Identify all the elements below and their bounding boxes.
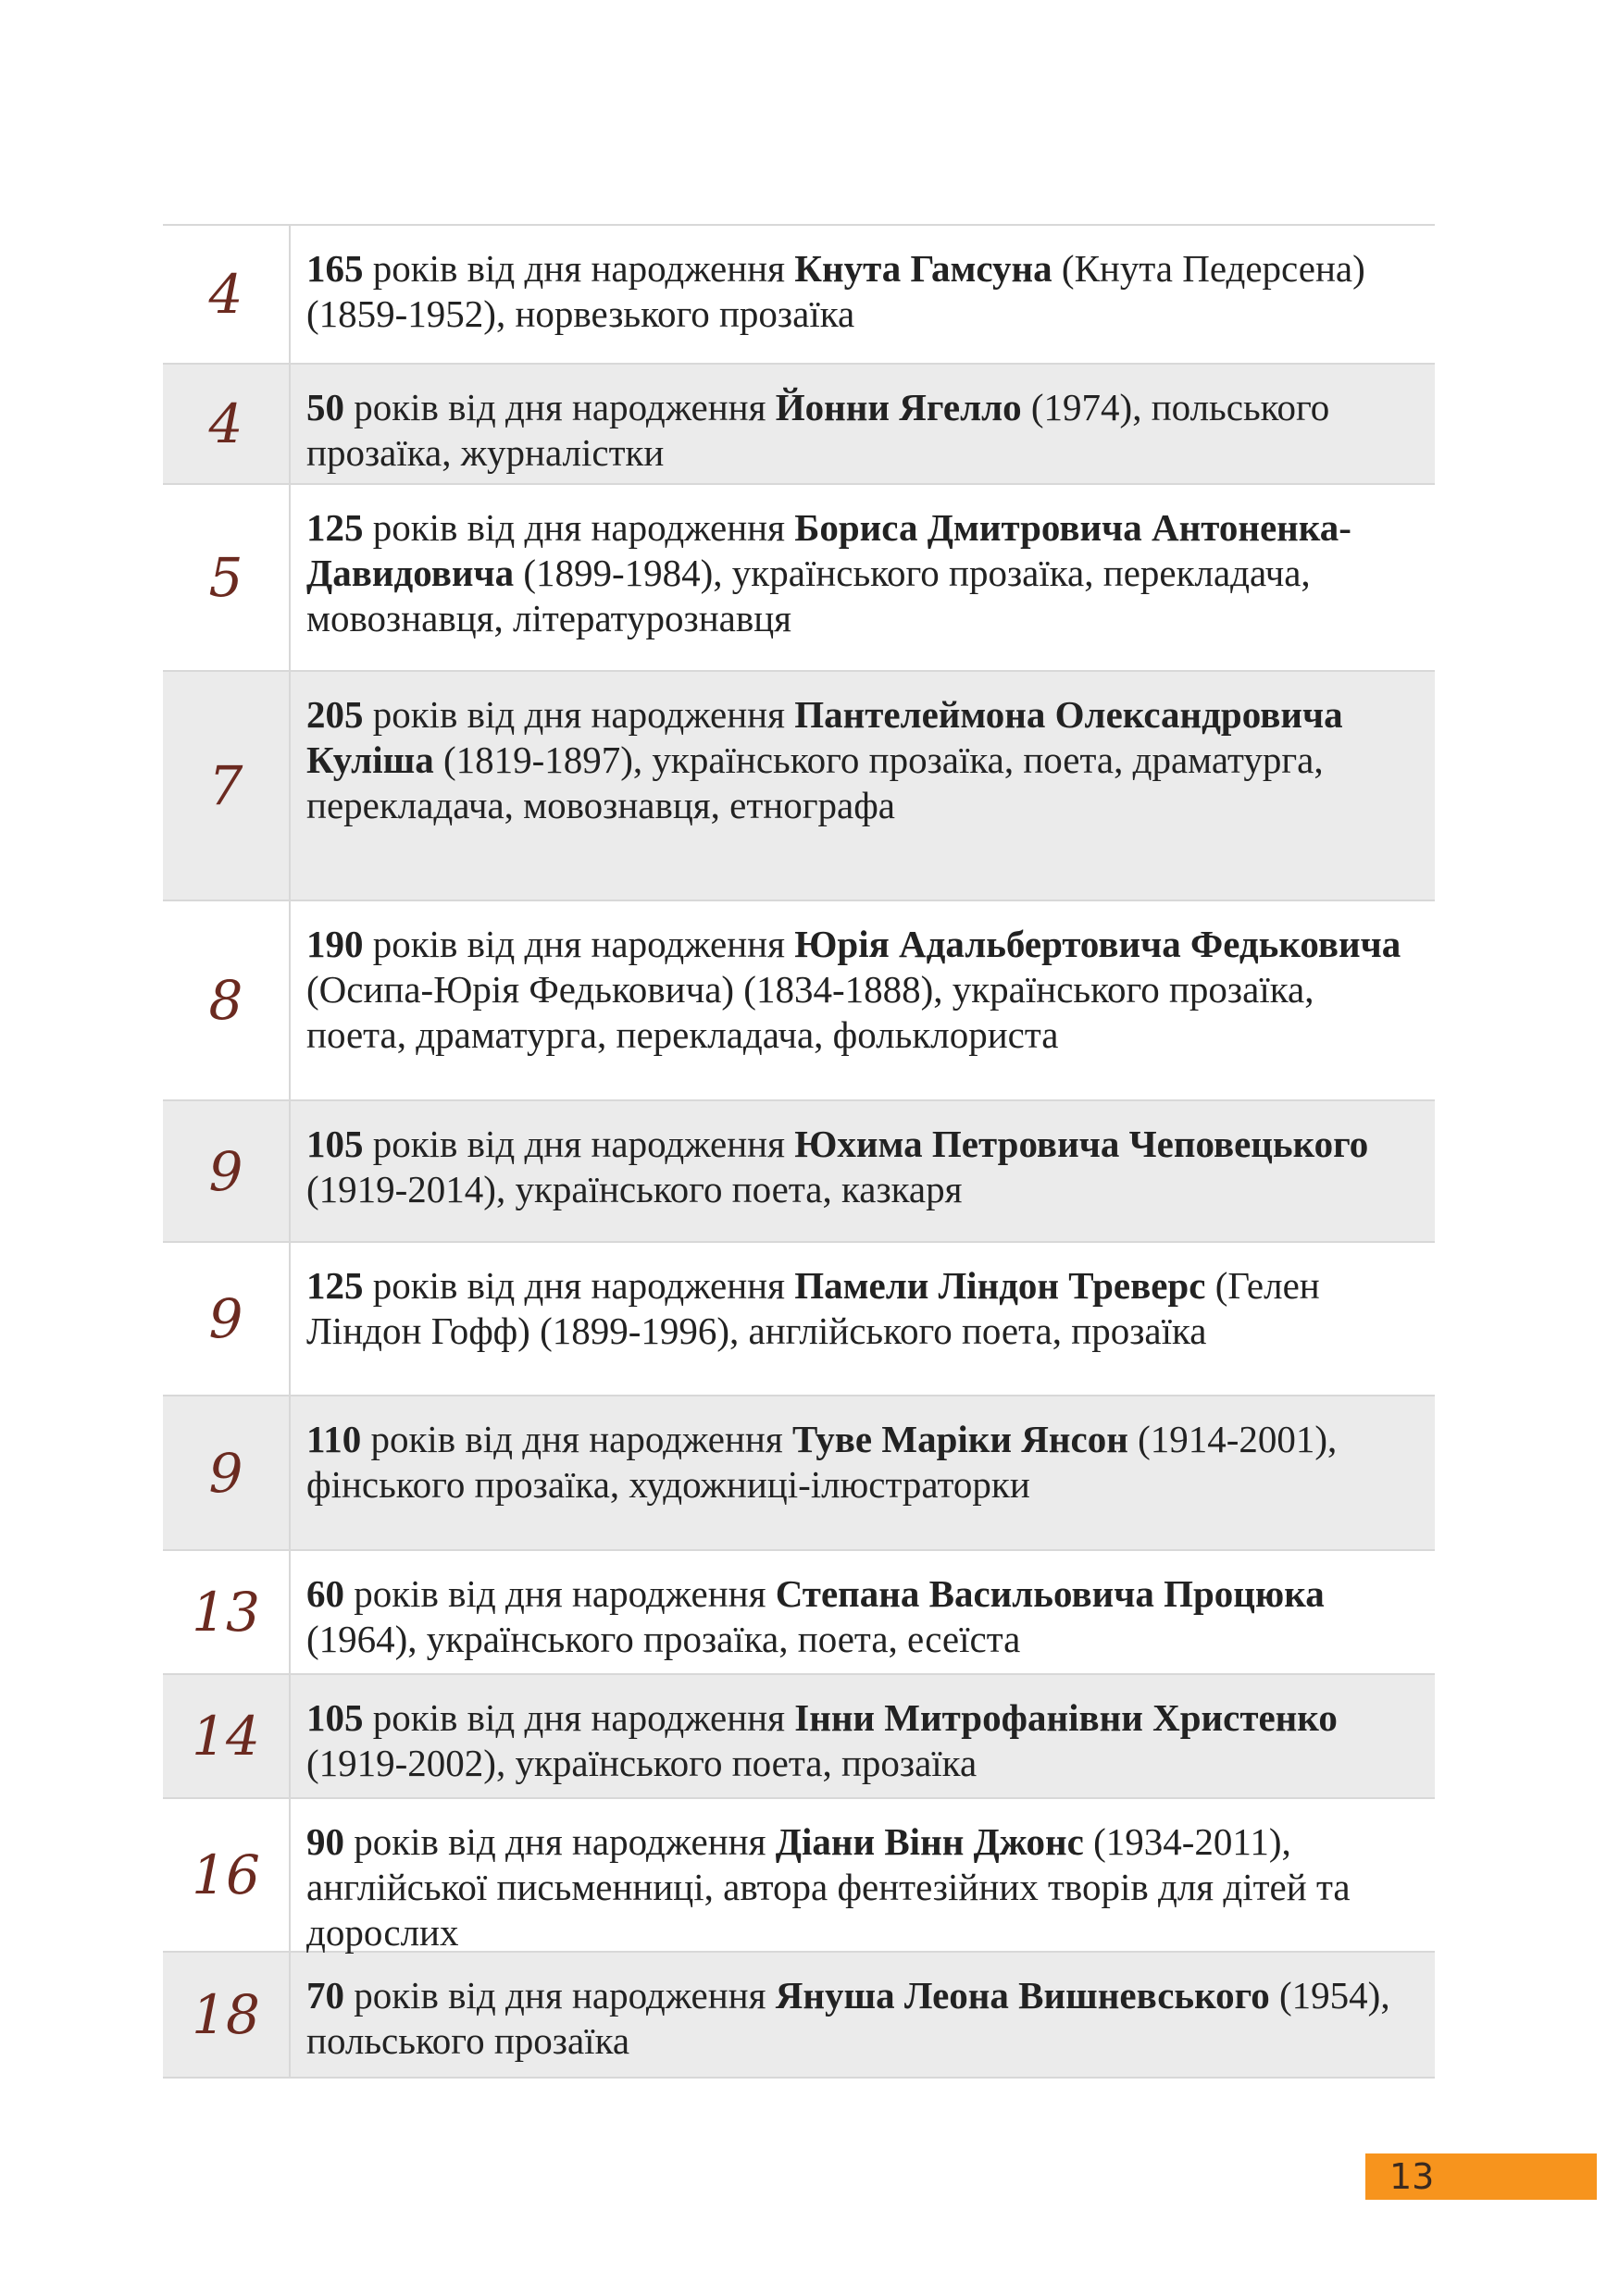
- entry-text: [291, 1551, 1435, 1673]
- day-number: 13: [163, 1551, 291, 1673]
- entry-phrase: років від дня народження: [344, 386, 776, 428]
- years-count: 190: [306, 923, 364, 965]
- entry-text: [291, 901, 1435, 1099]
- table-row: [163, 485, 1435, 672]
- entry-text: [291, 226, 1435, 363]
- years-count: 105: [306, 1123, 364, 1165]
- day-number: 4: [163, 226, 291, 363]
- entry-phrase: років від дня народження: [363, 506, 795, 549]
- person-name: Юхима Петровича Чеповецького: [794, 1123, 1369, 1165]
- person-name: Кнута Гамсуна: [794, 247, 1052, 290]
- day-number: 5: [163, 485, 291, 670]
- years-count: 70: [306, 1974, 344, 2017]
- entry-details: (Осипа-Юрія Федьковича) (1834-1888), українського прозаїка, поета, драматурга, перекладача, фольклориста: [306, 968, 1314, 1056]
- entry-text: [291, 1243, 1435, 1395]
- anniversary-table: [163, 224, 1435, 2079]
- table-row: [163, 1101, 1435, 1243]
- entry-phrase: років від дня народження: [363, 1696, 795, 1739]
- entry-phrase: років від дня народження: [363, 247, 795, 290]
- day-number: 7: [163, 672, 291, 900]
- entry-text: [291, 365, 1435, 483]
- person-name: Януша Леона Вишневського: [775, 1974, 1270, 2017]
- entry-text: [291, 1675, 1435, 1797]
- entry-text: [291, 485, 1435, 670]
- table-row: [163, 1396, 1435, 1551]
- page-number: 13: [1389, 2156, 1435, 2197]
- entry-phrase: років від дня народження: [363, 923, 795, 965]
- entry-details: (1914-2001), фінського прозаїка, художниці-ілюстраторки: [306, 1418, 1338, 1506]
- entry-phrase: років від дня народження: [344, 1974, 776, 2017]
- entry-details: (1919-2014), українського поета, казкаря: [306, 1168, 963, 1210]
- entry-phrase: років від дня народження: [344, 1820, 776, 1863]
- page-number-badge: [1365, 2153, 1597, 2200]
- table-row: [163, 226, 1435, 365]
- entry-details: (Кнута Педерсена) (1859-1952), норвезького прозаїка: [306, 247, 1365, 335]
- person-name: Памели Ліндон Треверс: [794, 1264, 1206, 1307]
- day-number: 14: [163, 1675, 291, 1797]
- entry-details: (1919-2002), українського поета, прозаїка: [306, 1742, 978, 1784]
- years-count: 125: [306, 506, 364, 549]
- entry-details: (Гелен Ліндон Гофф) (1899-1996), англійського поета, прозаїка: [306, 1264, 1320, 1352]
- years-count: 105: [306, 1696, 364, 1739]
- years-count: 60: [306, 1572, 344, 1615]
- table-row: [163, 1675, 1435, 1799]
- day-number: 9: [163, 1101, 291, 1241]
- table-row: [163, 1953, 1435, 2079]
- person-name: Йонни Ягелло: [775, 386, 1022, 428]
- day-number: 8: [163, 901, 291, 1099]
- person-name: Бориса Дмитровича Антоненка-Давидовича: [306, 506, 1351, 594]
- person-name: Інни Митрофанівни Христенко: [794, 1696, 1338, 1739]
- years-count: 165: [306, 247, 364, 290]
- day-number: 9: [163, 1396, 291, 1549]
- person-name: Пантелеймона Олександровича Куліша: [306, 693, 1343, 781]
- entry-details: (1819-1897), українського прозаїка, поета, драматурга, перекладача, мовознавця, етнографа: [306, 738, 1324, 826]
- years-count: 50: [306, 386, 344, 428]
- table-row: [163, 1243, 1435, 1396]
- entry-phrase: років від дня народження: [363, 1264, 795, 1307]
- entry-phrase: років від дня народження: [363, 1123, 795, 1165]
- entry-phrase: років від дня народження: [363, 693, 795, 736]
- years-count: 90: [306, 1820, 344, 1863]
- entry-details: (1954), польського прозаїка: [306, 1974, 1390, 2062]
- entry-phrase: років від дня народження: [361, 1418, 792, 1460]
- table-row: [163, 901, 1435, 1101]
- entry-details: (1974), польського прозаїка, журналістки: [306, 386, 1330, 474]
- entry-phrase: років від дня народження: [344, 1572, 776, 1615]
- entry-text: [291, 1396, 1435, 1549]
- entry-details: (1899-1984), українського прозаїка, перекладача, мовознавця, літературознавця: [306, 552, 1311, 639]
- entry-text: [291, 1953, 1435, 2077]
- table-row: [163, 672, 1435, 901]
- person-name: Туве Маріки Янсон: [791, 1418, 1128, 1460]
- years-count: 205: [306, 693, 364, 736]
- person-name: Юрія Адальбертовича Федьковича: [794, 923, 1401, 965]
- day-number: 16: [163, 1799, 291, 1951]
- entry-text: [291, 672, 1435, 900]
- years-count: 125: [306, 1264, 364, 1307]
- day-number: 18: [163, 1953, 291, 2077]
- entry-text: [291, 1799, 1435, 1954]
- table-row: [163, 1551, 1435, 1675]
- table-row: [163, 1799, 1435, 1953]
- years-count: 110: [306, 1418, 362, 1460]
- person-name: Діани Вінн Джонс: [775, 1820, 1084, 1863]
- person-name: Степана Васильовича Процюка: [775, 1572, 1325, 1615]
- day-number: 4: [163, 365, 291, 483]
- entry-text: [291, 1101, 1435, 1241]
- entry-details: (1934-2011), англійської письменниці, автора фентезійних творів для дітей та дорослих: [306, 1820, 1351, 1954]
- table-row: [163, 365, 1435, 485]
- day-number: 9: [163, 1243, 291, 1395]
- entry-details: (1964), українського прозаїка, поета, есеїста: [306, 1618, 1021, 1660]
